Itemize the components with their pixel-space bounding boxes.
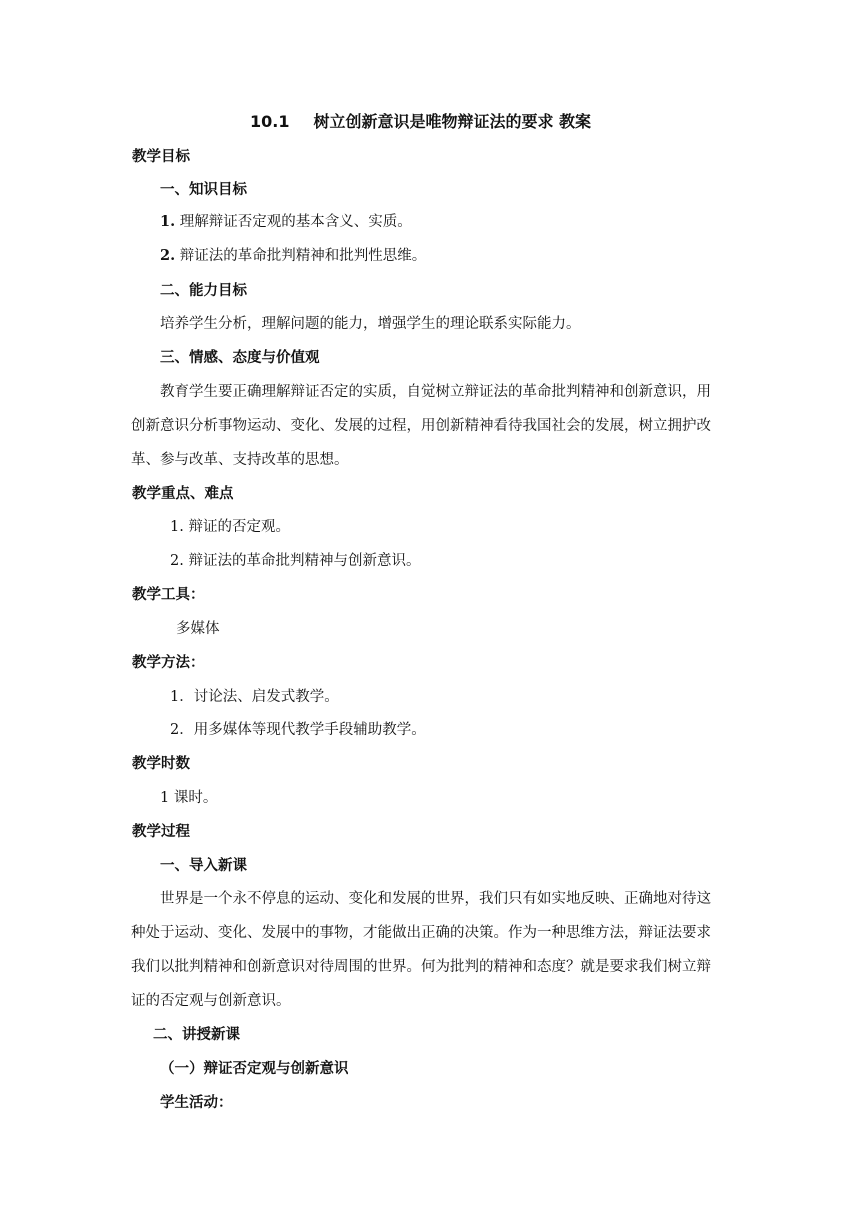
key-point-item: 2. 辩证法的革命批判精神与创新意识。	[170, 553, 421, 569]
section-heading-methods: 教学方法：	[132, 655, 205, 671]
heading-knowledge-goals: 一、知识目标	[160, 182, 247, 198]
title-text: 树立创新意识是唯物辩证法的要求 教案	[313, 112, 592, 131]
emotion-paragraph-line: 教育学生要正确理解辩证否定的实质，自觉树立辩证法的革命批判精神和创新意识，用	[160, 384, 711, 400]
heading-new-lesson: 二、讲授新课	[153, 1027, 240, 1043]
heading-intro: 一、导入新课	[160, 858, 247, 874]
page-title	[250, 112, 591, 132]
section-heading-tools: 教学工具：	[132, 587, 205, 603]
item-text: 理解辩证否定观的基本含义、实质。	[179, 214, 412, 230]
heading-emotion-goals: 三、情感、态度与价值观	[160, 350, 320, 366]
knowledge-item	[160, 212, 412, 232]
section-heading-key-points: 教学重点、难点	[132, 486, 234, 502]
method-item: 1．讨论法、启发式教学。	[170, 689, 339, 705]
title-number: 10.1	[250, 112, 290, 131]
knowledge-item	[160, 246, 426, 266]
heading-ability-goals: 二、能力目标	[160, 283, 247, 299]
intro-paragraph-line: 种处于运动、变化、发展中的事物，才能做出正确的决策。作为一种思维方法，辩证法要求	[131, 925, 711, 941]
section-heading-process: 教学过程	[132, 824, 190, 840]
item-text: 辩证法的革命批判精神和批判性思维。	[179, 248, 427, 264]
intro-paragraph-line: 我们以批判精神和创新意识对待周围的世界。何为批判的精神和态度？就是要求我们树立辩	[131, 959, 711, 975]
section-heading-goals: 教学目标	[132, 149, 190, 165]
intro-paragraph-line: 证的否定观与创新意识。	[131, 993, 291, 1009]
ability-text: 培养学生分析，理解问题的能力，增强学生的理论联系实际能力。	[160, 316, 581, 332]
key-point-item: 1. 辩证的否定观。	[170, 519, 290, 535]
section-heading-hours: 教学时数	[132, 756, 190, 772]
intro-paragraph-line: 世界是一个永不停息的运动、变化和发展的世界，我们只有如实地反映、正确地对待这	[160, 891, 711, 907]
heading-student-activity: 学生活动：	[160, 1095, 233, 1111]
heading-subsection: （一）辩证否定观与创新意识	[160, 1061, 349, 1077]
emotion-paragraph-line: 革、参与改革、支持改革的思想。	[131, 452, 349, 468]
emotion-paragraph-line: 创新意识分析事物运动、变化、发展的过程，用创新精神看待我国社会的发展，树立拥护改	[131, 418, 711, 434]
item-number: 1.	[160, 213, 176, 230]
item-number: 2.	[160, 247, 176, 264]
hours-text: 1 课时。	[160, 790, 218, 806]
method-item: 2．用多媒体等现代教学手段辅助教学。	[170, 722, 426, 738]
tools-text: 多媒体	[176, 621, 220, 637]
